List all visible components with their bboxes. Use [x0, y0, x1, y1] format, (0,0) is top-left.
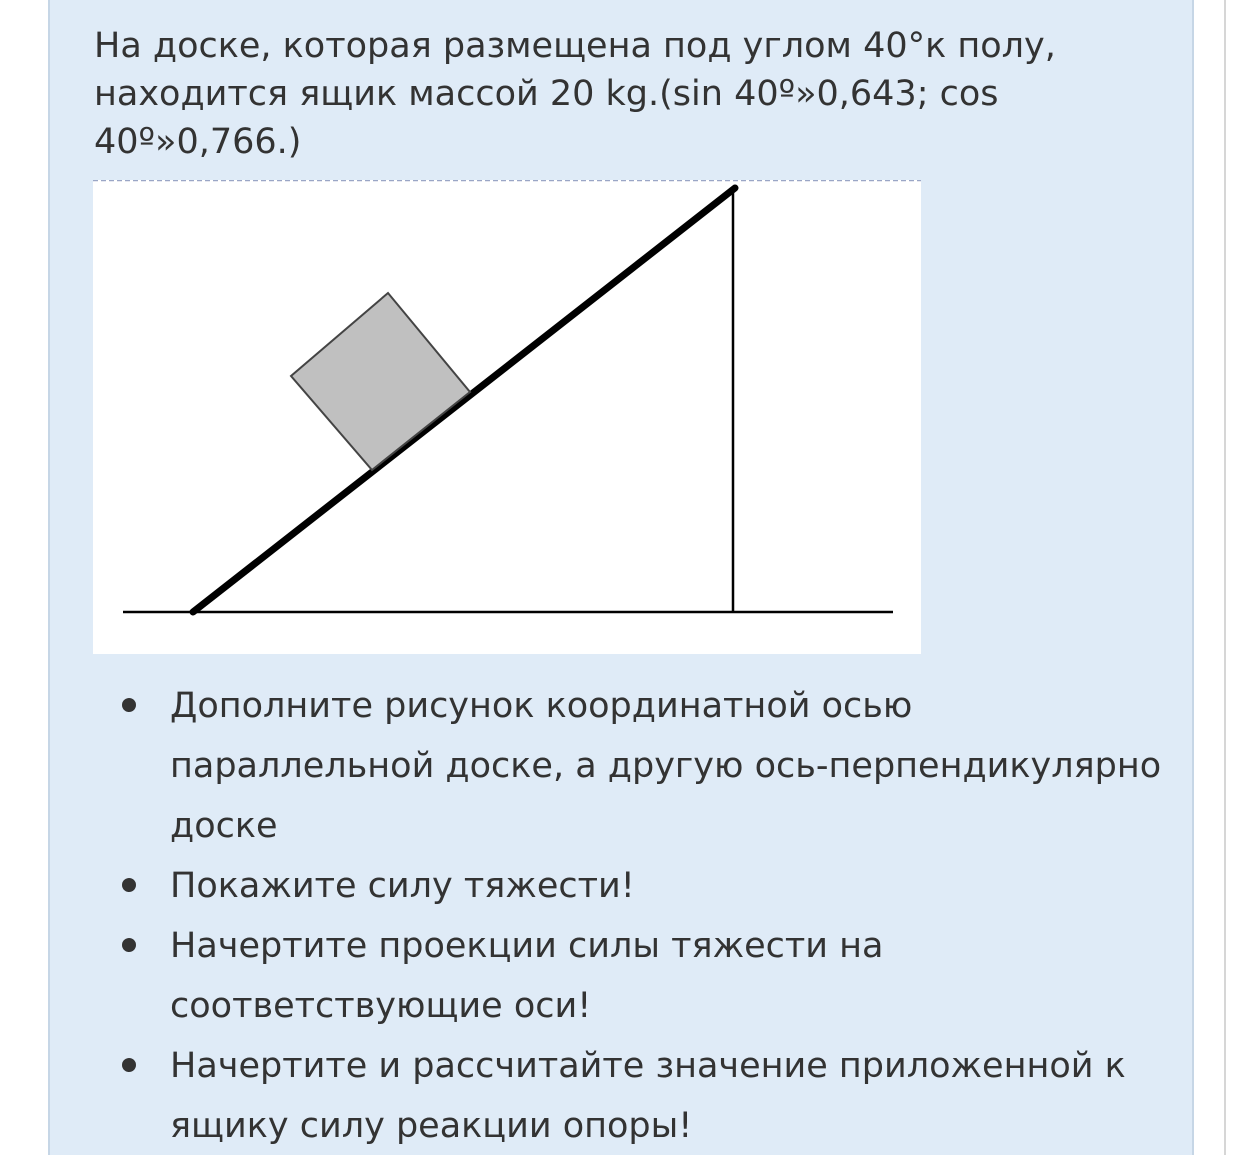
- inclined-board: [193, 188, 735, 612]
- bullet-icon: [122, 698, 136, 712]
- inclined-plane-figure: [93, 180, 921, 654]
- page-edge-rule: [1224, 0, 1226, 1155]
- list-item: [114, 856, 1164, 916]
- list-item: [114, 676, 1164, 856]
- bullet-icon: [122, 938, 136, 952]
- task-text: Начертите и рассчитайте значение приложенной к ящику силу реакции опоры!: [170, 1046, 1126, 1146]
- list-item: [114, 916, 1164, 1036]
- list-item: [114, 1036, 1164, 1155]
- box: [291, 293, 470, 470]
- bullet-icon: [122, 878, 136, 892]
- bullet-icon: [122, 1058, 136, 1072]
- task-text: Начертите проекции силы тяжести на соответствующие оси!: [170, 926, 884, 1026]
- task-text: Дополните рисунок координатной осью параллельной доске, а другую ось-перпендикулярно доске: [170, 686, 1162, 846]
- task-list: [114, 676, 1164, 1155]
- problem-statement: На доске, которая размещена под углом 40°к полу, находится ящик массой 20 kg.(sin 40º»0,643; cos 40º»0,766.): [94, 26, 1056, 162]
- inclined-plane-drawing: [93, 180, 921, 654]
- task-text: Покажите силу тяжести!: [170, 866, 635, 906]
